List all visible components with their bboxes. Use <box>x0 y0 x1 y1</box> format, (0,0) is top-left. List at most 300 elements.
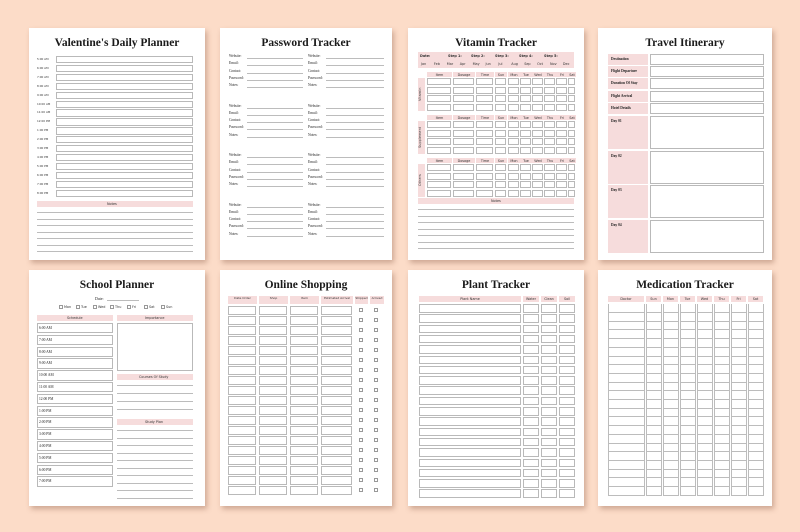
arrived-checkbox <box>374 408 378 412</box>
cell <box>290 306 318 315</box>
cell <box>259 356 287 365</box>
cell <box>559 356 575 365</box>
cell <box>532 121 543 128</box>
field-label: Notes: <box>308 182 318 187</box>
arrived-checkbox <box>374 328 378 332</box>
top-label: Step 5: <box>544 54 558 58</box>
cell <box>568 147 575 154</box>
column-header: Item <box>427 115 452 120</box>
row-line <box>608 477 644 478</box>
field-line <box>326 108 384 109</box>
row-line <box>748 460 763 461</box>
row-line <box>608 443 644 444</box>
section-label: Supplement <box>418 121 425 154</box>
row-line <box>646 443 661 444</box>
row-line <box>697 321 712 322</box>
cell <box>523 325 539 334</box>
cell <box>523 304 539 313</box>
field-line <box>326 87 384 88</box>
field-line <box>247 228 303 229</box>
cell <box>495 147 506 154</box>
row-line <box>608 486 644 487</box>
cell <box>532 147 543 154</box>
arrived-checkbox <box>374 478 378 482</box>
cell <box>523 417 539 426</box>
cell <box>556 87 567 94</box>
cell <box>541 335 557 344</box>
cell <box>290 456 318 465</box>
row-line <box>731 364 746 365</box>
cell <box>419 479 521 488</box>
row-line <box>680 347 695 348</box>
time-label: 3:00 PM <box>37 146 49 150</box>
cell <box>321 446 352 455</box>
arrived-checkbox <box>374 488 378 492</box>
row-line <box>663 486 678 487</box>
col-line <box>644 304 645 496</box>
note-line <box>418 216 574 217</box>
row-line <box>748 338 763 339</box>
field-line <box>247 58 303 59</box>
row-line <box>680 356 695 357</box>
cell <box>259 426 287 435</box>
row-line <box>680 495 695 496</box>
time-label: 8:00 PM <box>37 190 49 195</box>
shipped-checkbox <box>359 408 363 412</box>
row-line <box>731 356 746 357</box>
cell <box>228 436 256 445</box>
time-label: 2:00 PM <box>39 420 52 425</box>
cell <box>259 456 287 465</box>
cell <box>427 121 451 128</box>
cell <box>544 78 555 85</box>
cell <box>321 326 352 335</box>
row-line <box>646 347 661 348</box>
arrived-checkbox <box>374 308 378 312</box>
row-line <box>697 373 712 374</box>
column-header: Sun <box>495 115 507 120</box>
cell <box>419 428 521 437</box>
cell <box>228 346 256 355</box>
cell <box>523 366 539 375</box>
cell <box>568 164 575 171</box>
cell <box>476 147 493 154</box>
shipped-checkbox <box>359 378 363 382</box>
shipped-checkbox <box>359 458 363 462</box>
row-line <box>646 460 661 461</box>
field-line <box>326 157 384 158</box>
cell <box>523 386 539 395</box>
cell <box>520 147 531 154</box>
cell <box>523 438 539 447</box>
day-label: Day 01 <box>611 119 622 123</box>
row-line <box>646 399 661 400</box>
weekday-label: Thu <box>115 305 122 309</box>
field-label: Hotel Details <box>611 105 631 110</box>
month-label: Feb <box>433 62 440 66</box>
field-line <box>247 80 303 81</box>
time-label: 6:00 AM <box>39 326 52 330</box>
cell <box>259 476 287 485</box>
time-slot-box <box>56 163 193 170</box>
cell <box>476 181 493 188</box>
cell <box>495 121 506 128</box>
column-header: Sat <box>569 116 575 120</box>
row-line <box>714 408 729 409</box>
cell <box>419 438 521 447</box>
cell <box>523 448 539 457</box>
time-label: 1:00 PM <box>39 408 52 413</box>
field-label: Password: <box>308 224 323 229</box>
row-line <box>697 416 712 417</box>
row-line <box>680 329 695 330</box>
field-line <box>247 186 303 187</box>
cell <box>532 87 543 94</box>
column-header: Mon <box>508 115 520 120</box>
cell <box>559 479 575 488</box>
time-slot-box <box>56 145 193 152</box>
row-line <box>714 364 729 365</box>
day-box <box>650 185 764 218</box>
top-label: Step 2: <box>471 54 485 58</box>
month-label: Mar <box>446 62 454 66</box>
field-line <box>326 122 384 123</box>
cell <box>290 396 318 405</box>
cell <box>228 486 256 495</box>
row-line <box>646 477 661 478</box>
row-line <box>663 329 678 330</box>
medication-tracker-page <box>598 270 772 506</box>
row-line <box>714 460 729 461</box>
cell <box>321 436 352 445</box>
time-label: 7:00 PM <box>39 479 52 484</box>
row-line <box>608 390 644 391</box>
field-line <box>247 221 303 222</box>
course-line <box>117 393 193 394</box>
column-header: Fri <box>556 158 568 163</box>
row-line <box>697 382 712 383</box>
time-label: 10:00 AM <box>39 373 54 378</box>
shipped-checkbox <box>359 308 363 312</box>
cell <box>476 121 493 128</box>
courses-label: Courses Of Study <box>139 374 169 379</box>
cell <box>532 173 543 180</box>
row-line <box>697 451 712 452</box>
study-line <box>117 453 193 454</box>
cell <box>508 78 519 85</box>
cell <box>520 87 531 94</box>
arrived-checkbox <box>374 388 378 392</box>
row-line <box>646 451 661 452</box>
field-line <box>326 115 384 116</box>
study-line <box>117 430 193 431</box>
row-line <box>714 399 729 400</box>
cell <box>508 138 519 145</box>
row-line <box>714 486 729 487</box>
vitamin-tracker-page <box>408 28 584 260</box>
time-slot-box <box>56 109 193 116</box>
cell <box>544 190 555 197</box>
row-line <box>748 443 763 444</box>
column-header: Dosage <box>453 72 475 77</box>
cell <box>228 416 256 425</box>
column-header: Mon <box>663 296 678 302</box>
note-line <box>418 235 574 236</box>
cell <box>541 489 557 498</box>
field-label: Flight Departure <box>611 69 637 74</box>
row-line <box>646 495 661 496</box>
date-line <box>107 300 139 301</box>
cell <box>559 376 575 385</box>
note-line <box>37 245 193 246</box>
password-tracker-page <box>220 28 392 260</box>
column-header: Sun <box>495 158 507 163</box>
field-label: Website: <box>229 153 242 157</box>
row-line <box>663 495 678 496</box>
cell <box>419 356 521 365</box>
row-line <box>714 425 729 426</box>
row-line <box>663 338 678 339</box>
cell <box>290 486 318 495</box>
field-line <box>326 80 384 81</box>
travel-itinerary-page <box>598 28 772 260</box>
time-label: 12:00 PM <box>39 396 54 401</box>
row-line <box>731 329 746 330</box>
month-label: Sep <box>524 62 531 66</box>
row-line <box>748 408 763 409</box>
row-line <box>680 338 695 339</box>
row-line <box>663 347 678 348</box>
row-line <box>731 443 746 444</box>
note-line <box>418 222 574 223</box>
cell <box>259 466 287 475</box>
col-line <box>646 304 647 496</box>
cell <box>476 173 493 180</box>
time-label: 11:00 AM <box>37 110 51 115</box>
row-line <box>608 321 644 322</box>
cell <box>556 181 567 188</box>
shipped-checkbox <box>359 448 363 452</box>
cell <box>541 386 557 395</box>
cell <box>290 376 318 385</box>
row-line <box>731 451 746 452</box>
cell <box>559 397 575 406</box>
row-line <box>608 425 644 426</box>
month-label: Aug <box>511 62 518 66</box>
row-line <box>697 425 712 426</box>
col-line <box>663 304 664 496</box>
cell <box>508 104 519 111</box>
cell <box>228 336 256 345</box>
field-label: Password: <box>308 174 323 179</box>
row-line <box>608 347 644 348</box>
row-line <box>731 347 746 348</box>
time-slot-box <box>56 56 193 63</box>
field-line <box>326 172 384 173</box>
cell <box>290 326 318 335</box>
row-line <box>697 347 712 348</box>
field-label: Password: <box>229 125 244 130</box>
cell <box>290 386 318 395</box>
col-line <box>678 304 679 496</box>
row-line <box>748 329 763 330</box>
course-line <box>117 385 193 386</box>
cell <box>568 138 575 145</box>
field-line <box>247 164 303 165</box>
cell <box>321 426 352 435</box>
cell <box>259 316 287 325</box>
cell <box>228 466 256 475</box>
field-label: Website: <box>308 202 321 207</box>
cell <box>541 376 557 385</box>
section-label: Vitamin <box>418 78 425 111</box>
row-line <box>714 382 729 383</box>
field-line <box>247 115 303 116</box>
field-line <box>247 122 303 123</box>
cell <box>321 336 352 345</box>
page-title: Password Tracker <box>261 37 351 49</box>
row-line <box>646 469 661 470</box>
cell <box>541 469 557 478</box>
row-line <box>646 338 661 339</box>
row-line <box>731 373 746 374</box>
notes-label: Notes <box>107 201 117 206</box>
field-label: Notes: <box>229 83 239 88</box>
field-label: Destination <box>611 57 629 61</box>
cell <box>419 448 521 457</box>
cell <box>532 104 543 111</box>
cell <box>544 164 555 171</box>
row-line <box>680 364 695 365</box>
cell <box>419 386 521 395</box>
cell <box>290 356 318 365</box>
cell <box>476 87 493 94</box>
shipped-checkbox <box>359 438 363 442</box>
cell <box>559 407 575 416</box>
cell <box>419 397 521 406</box>
cell <box>559 314 575 323</box>
row-line <box>714 451 729 452</box>
row-line <box>663 434 678 435</box>
cell <box>427 164 451 171</box>
time-label: 1:00 PM <box>37 128 49 133</box>
cell <box>568 121 575 128</box>
shipped-checkbox <box>359 348 363 352</box>
cell <box>321 376 352 385</box>
field-label: Email: <box>229 209 239 214</box>
row-line <box>680 460 695 461</box>
row-line <box>714 312 729 313</box>
cell <box>290 316 318 325</box>
col-line <box>714 304 715 496</box>
cell <box>568 95 575 102</box>
cell <box>523 459 539 468</box>
day-label: Day 03 <box>611 188 622 192</box>
cell <box>259 436 287 445</box>
field-line <box>326 186 384 187</box>
page-title: Valentine's Daily Planner <box>54 37 180 49</box>
cell <box>559 304 575 313</box>
cell <box>228 396 256 405</box>
cell <box>568 87 575 94</box>
cell <box>290 466 318 475</box>
cell <box>259 386 287 395</box>
row-line <box>731 399 746 400</box>
cell <box>541 345 557 354</box>
time-label: 5:00 PM <box>37 163 49 168</box>
month-label: May <box>472 62 480 66</box>
cell <box>290 446 318 455</box>
cell <box>419 417 521 426</box>
cell <box>544 121 555 128</box>
column-header: Wed <box>532 158 544 163</box>
column-header: Tue <box>520 115 532 120</box>
cell <box>419 304 521 313</box>
time-slot-box <box>56 127 193 134</box>
time-label: 6:00 AM <box>37 65 49 70</box>
field-line <box>247 157 303 158</box>
cell <box>508 181 519 188</box>
cell <box>321 346 352 355</box>
time-label: 10:00 AM <box>37 101 51 106</box>
cell <box>321 316 352 325</box>
cell <box>419 314 521 323</box>
cell <box>453 138 474 145</box>
online-shopping-page <box>220 270 392 506</box>
row-line <box>697 408 712 409</box>
row-line <box>646 434 661 435</box>
row-line <box>731 416 746 417</box>
column-header: Dosage <box>453 158 475 163</box>
page-title: Travel Itinerary <box>645 37 725 49</box>
row-line <box>608 495 644 496</box>
cell <box>228 376 256 385</box>
cell <box>520 173 531 180</box>
col-line <box>697 304 698 496</box>
row-line <box>680 408 695 409</box>
time-label: 9:00 AM <box>39 361 52 366</box>
month-label: Jun <box>485 62 491 66</box>
field-line <box>326 65 384 66</box>
field-line <box>247 87 303 88</box>
row-line <box>731 390 746 391</box>
cell <box>259 326 287 335</box>
row-line <box>697 495 712 496</box>
study-line <box>117 468 193 469</box>
column-header: Sun <box>646 296 661 302</box>
study-line <box>117 438 193 439</box>
cell <box>427 78 451 85</box>
field-box <box>650 103 764 114</box>
cell <box>523 314 539 323</box>
cell <box>559 448 575 457</box>
cell <box>427 87 451 94</box>
shipped-checkbox <box>359 328 363 332</box>
cell <box>259 446 287 455</box>
column-header: Item <box>290 296 319 304</box>
cell <box>541 417 557 426</box>
column-header: Mon <box>508 72 520 77</box>
arrived-checkbox <box>374 338 378 342</box>
field-line <box>247 73 303 74</box>
cell <box>259 396 287 405</box>
cell <box>523 335 539 344</box>
time-label: 6:00 PM <box>39 467 52 472</box>
schedule-label: Schedule <box>67 315 83 320</box>
field-line <box>326 214 384 215</box>
time-label: 11:00 AM <box>39 385 54 389</box>
row-line <box>663 321 678 322</box>
